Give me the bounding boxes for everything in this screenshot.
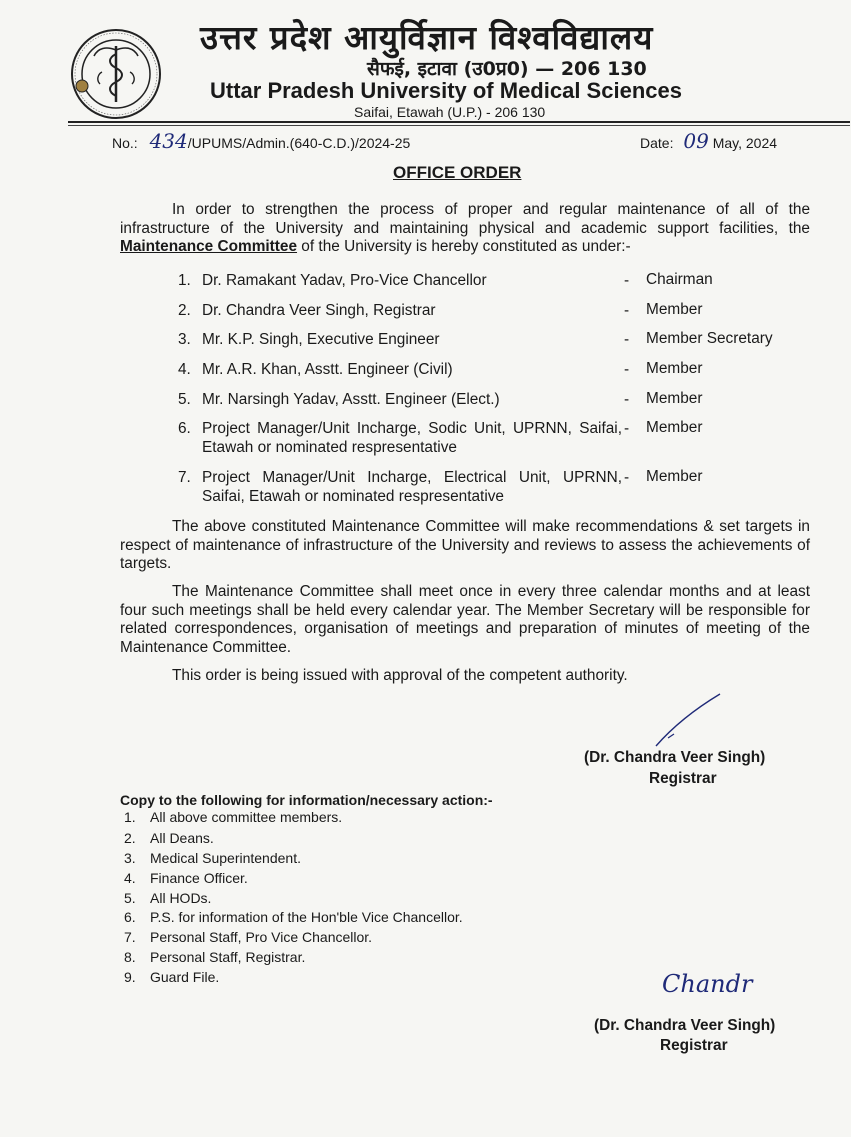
member-dash: - (624, 272, 630, 289)
university-address-english: Saifai, Etawah (U.P.) - 206 130 (354, 104, 546, 120)
member-role: Member (646, 419, 703, 436)
copy-item-number: 6. (124, 909, 136, 925)
signatory-name: (Dr. Chandra Veer Singh) (584, 749, 766, 766)
member-name: Dr. Ramakant Yadav, Pro-Vice Chancellor (202, 272, 487, 289)
reference-suffix: /UPUMS/Admin.(640-C.D.)/2024-25 (187, 135, 411, 151)
member-name: Project Manager/Unit Incharge, Electrical Unit, UPRNN, Saifai, Etawah or nominated respresentative (202, 469, 622, 505)
member-dash: - (624, 302, 630, 319)
member-name: Mr. Narsingh Yadav, Asstt. Engineer (Elect.) (202, 391, 500, 408)
date-rest: May, 2024 (712, 135, 778, 151)
copy-item-number: 8. (124, 949, 136, 965)
copy-item: All above committee members. (150, 809, 343, 825)
member-dash: - (624, 361, 630, 378)
member-number: 6. (178, 420, 191, 437)
university-name-english: Uttar Pradesh University of Medical Sciences (210, 78, 682, 103)
copy-item: Personal Staff, Pro Vice Chancellor. (150, 929, 373, 945)
member-role: Member Secretary (646, 330, 773, 347)
header-rule (68, 121, 850, 123)
date-label: Date: (640, 135, 674, 151)
header-rule-thin (68, 125, 850, 126)
member-dash: - (624, 469, 630, 486)
copy-item: Medical Superintendent. (150, 850, 301, 866)
copy-item-number: 1. (124, 809, 136, 825)
university-address-hindi: सैफई, इटावा (उ0प्र0) — 206 130 (367, 58, 647, 80)
member-name: Dr. Chandra Veer Singh, Registrar (202, 302, 436, 319)
intro-text-before: In order to strengthen the process of proper and regular maintenance of all of the infrastructure of the University and maintaining physical and academic support facilities, the (120, 201, 810, 237)
office-order-heading: OFFICE ORDER (393, 163, 522, 182)
member-dash: - (624, 420, 630, 437)
member-role: Member (646, 301, 703, 318)
signatory-title: Registrar (649, 770, 717, 787)
member-role: Member (646, 390, 703, 407)
date-day-handwritten: 09 (683, 129, 709, 153)
intro-text-after: of the University is hereby constituted as under:- (297, 238, 631, 255)
reference-label: No.: (112, 135, 138, 151)
order-date (640, 129, 777, 153)
member-number: 2. (178, 302, 191, 319)
approval-paragraph: This order is being issued with approval of the competent authority. (172, 667, 628, 684)
university-name-hindi: उत्तर प्रदेश आयुर्विज्ञान विश्वविद्यालय (200, 18, 654, 57)
meeting-schedule-paragraph: The Maintenance Committee shall meet once in every three calendar months and at least four such meetings shall be held every calendar year. The Member Secretary will be responsible for related correspondences, organisation of meetings and preparation of minutes of meeting of the Maintenance Committee. (120, 583, 810, 656)
copy-item-number: 4. (124, 870, 136, 886)
copy-item-number: 9. (124, 969, 136, 985)
signatory-name: (Dr. Chandra Veer Singh) (594, 1017, 776, 1034)
member-name: Mr. K.P. Singh, Executive Engineer (202, 331, 440, 348)
member-number: 1. (178, 272, 191, 289)
member-name: Project Manager/Unit Incharge, Sodic Unit, UPRNN, Saifai, Etawah or nominated respresentative (202, 420, 622, 456)
copy-to-heading: Copy to the following for information/necessary action:- (120, 792, 493, 808)
copy-item-number: 7. (124, 929, 136, 945)
copy-item: P.S. for information of the Hon'ble Vice Chancellor. (150, 909, 463, 925)
member-number: 3. (178, 331, 191, 348)
committee-name: Maintenance Committee (120, 238, 298, 255)
committee-purpose-paragraph: The above constituted Maintenance Committee will make recommendations & set targets in respect of maintenance of infrastructure of the University and reviews to assess the achievements of targets. (120, 518, 810, 572)
member-role: Member (646, 468, 703, 485)
member-dash: - (624, 331, 630, 348)
intro-paragraph (120, 201, 810, 257)
copy-item: All HODs. (150, 890, 212, 906)
copy-item: Finance Officer. (150, 870, 248, 886)
copy-item-number: 3. (124, 850, 136, 866)
copy-item: Personal Staff, Registrar. (150, 949, 306, 965)
member-role: Chairman (646, 271, 713, 288)
copy-item-number: 5. (124, 890, 136, 906)
member-number: 5. (178, 391, 191, 408)
copy-item: All Deans. (150, 830, 214, 846)
member-name: Mr. A.R. Khan, Asstt. Engineer (Civil) (202, 361, 453, 378)
copy-item-number: 2. (124, 830, 136, 846)
signature-stroke (650, 690, 730, 750)
reference-number-handwritten: 434 (149, 129, 188, 153)
reference-number (112, 129, 410, 153)
member-dash: - (624, 391, 630, 408)
handwritten-signature: Chandr (662, 970, 753, 998)
member-number: 7. (178, 469, 191, 486)
university-seal-logo (70, 28, 162, 120)
copy-item: Guard File. (150, 969, 220, 985)
member-number: 4. (178, 361, 191, 378)
member-role: Member (646, 360, 703, 377)
signatory-title: Registrar (660, 1037, 728, 1054)
